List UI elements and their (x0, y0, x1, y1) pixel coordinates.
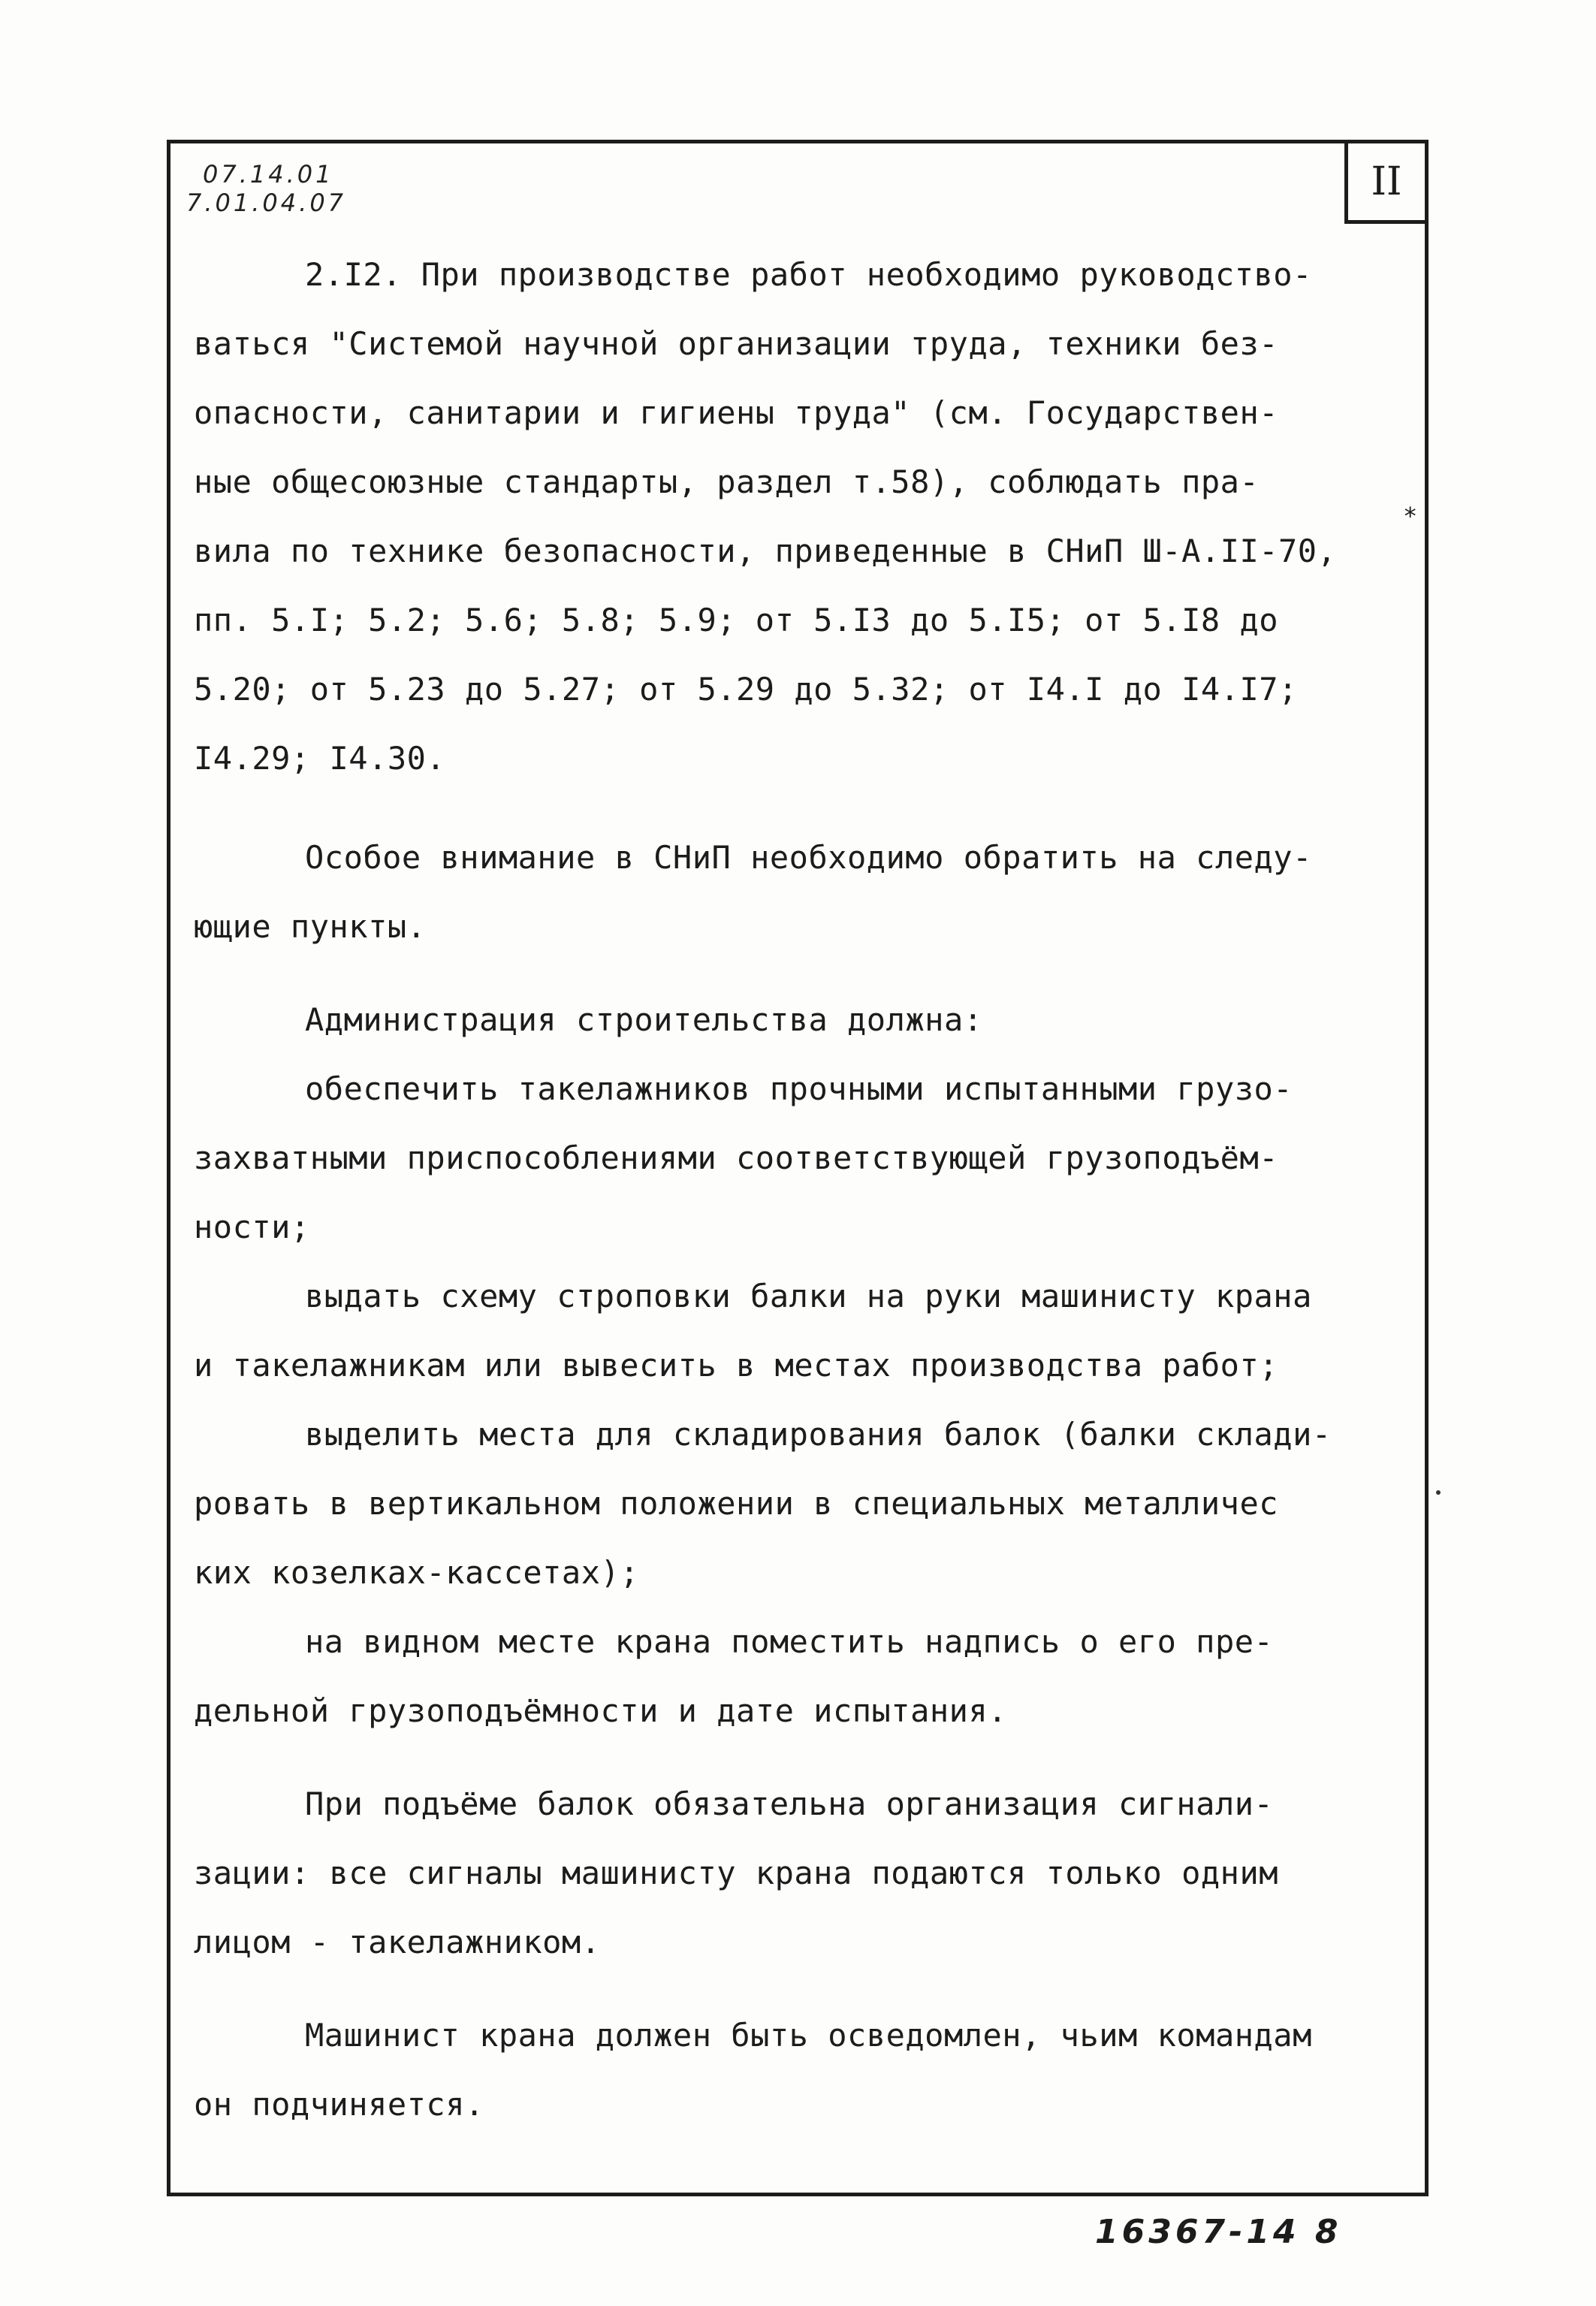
text-line: При подъёме балок обязательна организация сигнали- (305, 1785, 1274, 1822)
document-body (194, 240, 1395, 2139)
handwritten-code: 07.14.01 (203, 160, 334, 189)
text-line: ровать в вертикальном положении в специальных металличес (194, 1485, 1279, 1522)
text-line: лицом - такелажником. (194, 1924, 601, 1960)
text-line: выделить места для складирования балок (балки склади- (305, 1416, 1332, 1453)
text-line: захватными приспособлениями соответствующей грузоподъём- (194, 1139, 1279, 1176)
text-line: ные общесоюзные стандарты, раздел т.58), соблюдать пра- (194, 463, 1260, 500)
text-line: 5.20; от 5.23 до 5.27; от 5.29 до 5.32; от I4.I до I4.I7; (194, 671, 1298, 708)
footnote-asterisk: * (1403, 502, 1418, 530)
text-line: опасности, санитарии и гигиены труда" (см. Государствен- (194, 394, 1279, 431)
text-line: I4.29; I4.30. (194, 740, 446, 777)
text-line: Администрация строительства должна: (305, 1001, 983, 1038)
text-line: выдать схему строповки балки на руки машинисту крана (305, 1278, 1312, 1314)
text-line: зации: все сигналы машинисту крана подаются только одним (194, 1855, 1279, 1891)
text-line: Машинист крана должен быть осведомлен, чьим командам (305, 2017, 1312, 2054)
text-line: ющие пункты. (194, 908, 427, 945)
text-line: он подчиняется. (194, 2086, 484, 2123)
text-line: 2.I2. При производстве работ необходимо руководство- (305, 256, 1312, 293)
handwritten-code: 7.01.04.07 (186, 189, 347, 217)
text-line: ких козелках-кассетах); (194, 1554, 640, 1591)
text-line: вила по технике безопасности, приведенные в СНиП Ш-А.II-70, (194, 533, 1337, 569)
text-line: обеспечить такелажников прочными испытанными грузо- (305, 1070, 1293, 1107)
text-line: ности; (194, 1209, 310, 1245)
scan-speck (1436, 1490, 1441, 1495)
document-number: 16367-14 8 (1095, 2213, 1342, 2251)
text-line: пп. 5.I; 5.2; 5.6; 5.8; 5.9; от 5.I3 до 5.I5; от 5.I8 до (194, 602, 1279, 638)
text-line: дельной грузоподъёмности и дате испытания. (194, 1692, 1008, 1729)
text-line: на видном месте крана поместить надпись о его пре- (305, 1623, 1274, 1660)
text-line: и такелажникам или вывесить в местах производства работ; (194, 1347, 1279, 1384)
text-line: Особое внимание в СНиП необходимо обратить на следу- (305, 839, 1312, 876)
page-number: II (1371, 159, 1402, 204)
text-line: ваться "Системой научной организации труда, техники без- (194, 325, 1279, 362)
page-number-box (1344, 140, 1429, 224)
